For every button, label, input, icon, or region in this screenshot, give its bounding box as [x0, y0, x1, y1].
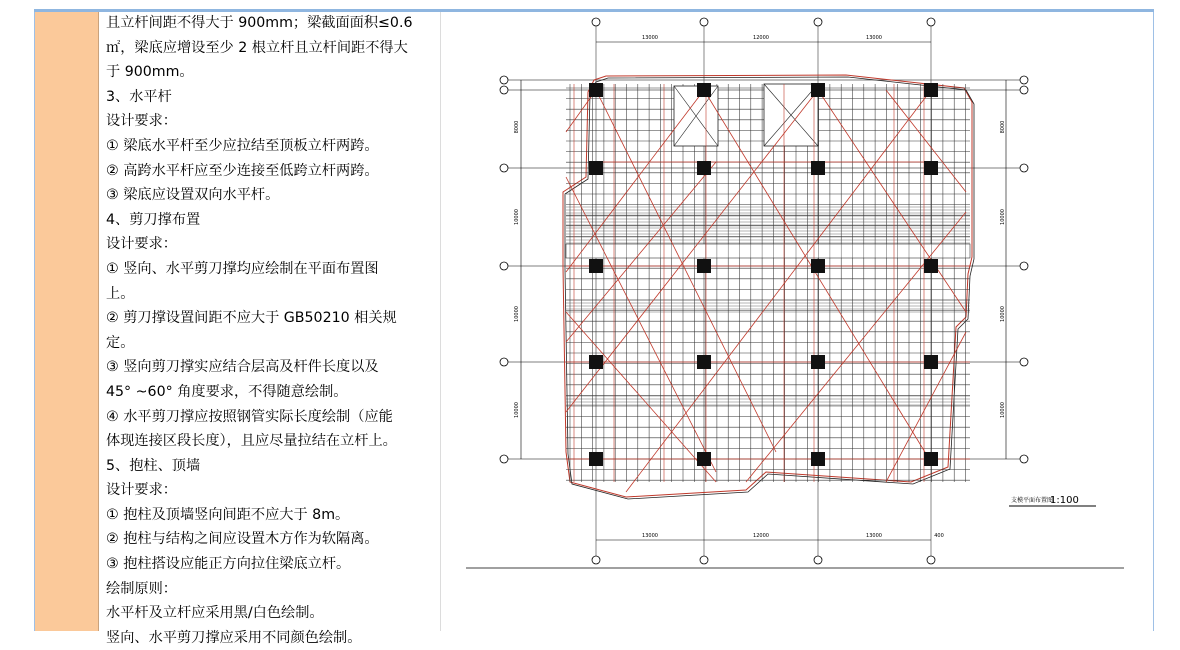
column-block [924, 355, 938, 369]
column-block [697, 83, 711, 97]
text-line: 设计要求： [106, 482, 177, 499]
text-line: 水平杆及立杆应采用黑/白色绘制。 [106, 605, 324, 622]
text-line: ① 抱柱及顶墙竖向间距不应大于 8m。 [106, 506, 350, 523]
axis-bubble [1020, 164, 1028, 172]
axis-bubble [814, 18, 822, 26]
text-line: 上。 [106, 285, 135, 302]
column-block [589, 452, 603, 466]
text-line: 3、水平杆 [106, 88, 172, 105]
text-line: ③ 梁底应设置双向水平杆。 [106, 187, 280, 204]
text-line: ㎡，梁底应增设至少 2 根立杆且立杆间距不得大 [106, 39, 408, 56]
top-dimension: 13000 [866, 35, 882, 41]
column-divider [98, 12, 99, 631]
text-line: 设计要求： [106, 236, 177, 253]
axis-bubble [814, 556, 822, 564]
axis-bubble [1020, 86, 1028, 94]
axis-bubble [500, 358, 508, 366]
column-block [811, 83, 825, 97]
column-block [811, 161, 825, 175]
axis-bubble [500, 164, 508, 172]
drawing-scale: 1:100 [1050, 495, 1079, 506]
column-block [589, 161, 603, 175]
axis-bubble [700, 18, 708, 26]
axis-bubble [1020, 455, 1028, 463]
axis-bubble [500, 76, 508, 84]
axis-bubble [700, 556, 708, 564]
left-dimension: 8000 [514, 120, 520, 134]
column-block [697, 161, 711, 175]
column-block [697, 355, 711, 369]
left-dimension: 10000 [514, 306, 520, 322]
column-block [811, 452, 825, 466]
axis-bubble [927, 18, 935, 26]
scaffold-plan-drawing [466, 12, 1156, 631]
small-dimension: 400 [934, 533, 944, 539]
axis-bubble [1020, 262, 1028, 270]
right-dimension: 8000 [1000, 120, 1006, 134]
text-line: 体现连接区段长度），且应尽量拉结在立杆上。 [106, 433, 397, 450]
column-block [697, 259, 711, 273]
right-dimension: 10000 [1000, 209, 1006, 225]
brace-line [566, 177, 716, 472]
text-line: 绘制原则： [106, 580, 177, 597]
text-line: ③ 抱柱搭设应能正方向拉住梁底立杆。 [106, 556, 351, 573]
column-block [589, 259, 603, 273]
axis-bubble [1020, 76, 1028, 84]
bottom-dimension: 13000 [866, 533, 882, 539]
text-line: 45° ~60° 角度要求，不得随意绘制。 [106, 383, 348, 400]
text-line: 5、抱柱、顶墙 [106, 457, 201, 474]
drawing-title: 支模平面布置图 [1011, 497, 1054, 504]
text-line: 于 900mm。 [106, 64, 194, 81]
text-column [106, 11, 438, 646]
text-line: ② 高跨水平杆应至少连接至低跨立杆两跨。 [106, 162, 379, 179]
column-block [589, 83, 603, 97]
text-line: 定。 [106, 334, 135, 351]
bottom-dimension: 13000 [642, 533, 658, 539]
text-line: ② 剪刀撑设置间距不应大于 GB50210 相关规 [106, 310, 397, 327]
axis-bubble [592, 18, 600, 26]
column-block [924, 161, 938, 175]
axis-bubble [500, 455, 508, 463]
column-block [697, 452, 711, 466]
scaffold-grid [566, 84, 970, 482]
right-dimension: 10000 [1000, 306, 1006, 322]
column-block [811, 355, 825, 369]
top-dimension: 13000 [642, 35, 658, 41]
text-line: ③ 竖向剪刀撑实应结合层高及杆件长度以及 [106, 359, 379, 376]
left-margin-column [35, 12, 98, 631]
brace-line [566, 312, 716, 482]
column-block [924, 259, 938, 273]
text-line: ④ 水平剪刀撑应按照钢管实际长度绘制（应能 [106, 408, 393, 425]
left-dimension: 10000 [514, 402, 520, 418]
text-line: 且立杆间距不得大于 900mm；梁截面面积≤0.6 [106, 15, 413, 31]
axis-bubble [1020, 358, 1028, 366]
right-dimension: 10000 [1000, 402, 1006, 418]
axis-bubble [500, 262, 508, 270]
text-line: ① 梁底水平杆至少应拉结至顶板立杆两跨。 [106, 137, 379, 154]
column-block [924, 83, 938, 97]
column-block [811, 259, 825, 273]
text-line: ① 竖向、水平剪刀撑均应绘制在平面布置图 [106, 260, 379, 277]
axis-bubble [500, 86, 508, 94]
column-block [924, 452, 938, 466]
text-line: 4、剪刀撑布置 [106, 211, 201, 228]
drawing-title-block [466, 495, 1124, 568]
axis-bubble [927, 556, 935, 564]
column-block [589, 355, 603, 369]
top-dimension: 12000 [753, 35, 769, 41]
left-dimension: 10000 [514, 209, 520, 225]
axis-bubble [592, 556, 600, 564]
text-line: ② 抱柱与结构之间应设置木方作为软隔离。 [106, 531, 379, 548]
text-line: 竖向、水平剪刀撑应采用不同颜色绘制。 [106, 629, 362, 646]
structural-columns [589, 83, 938, 466]
bottom-dimension: 12000 [753, 533, 769, 539]
column-divider-2 [440, 12, 441, 631]
text-line: 设计要求： [106, 113, 177, 130]
